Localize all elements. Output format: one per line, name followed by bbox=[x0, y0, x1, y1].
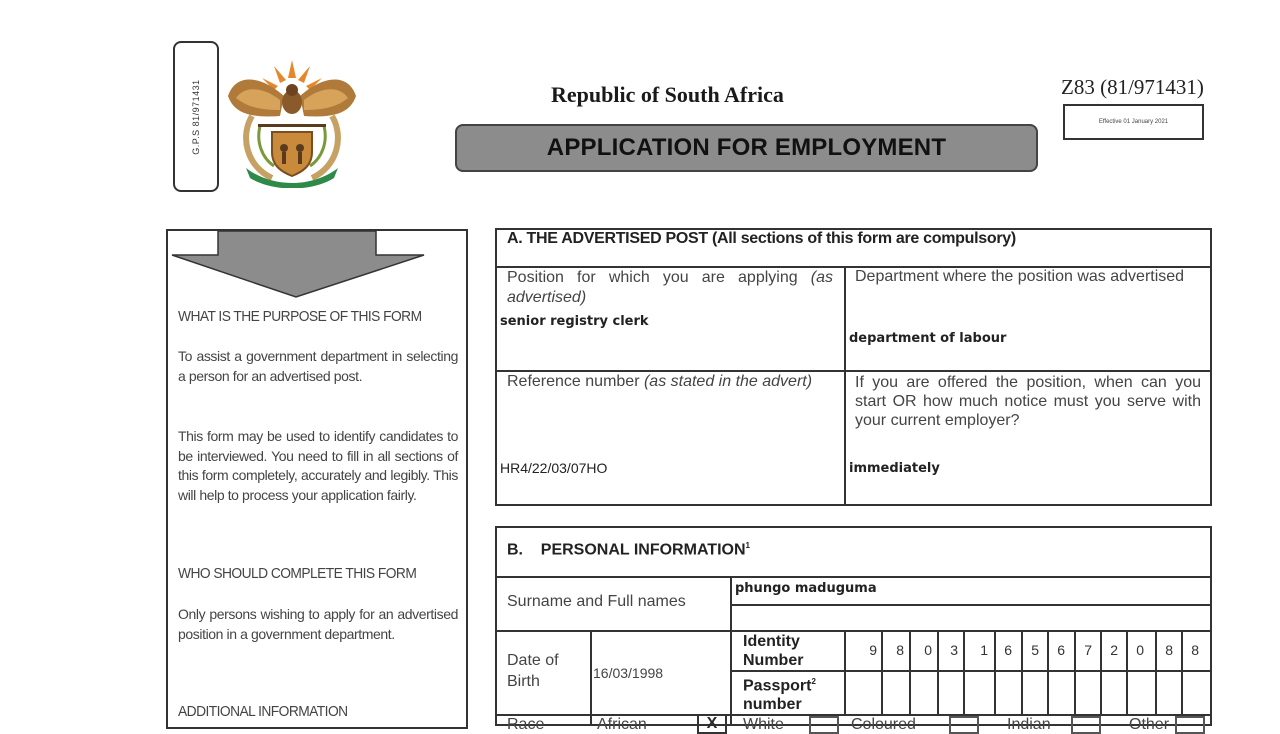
form-code: Z83 (81/971431) bbox=[1061, 75, 1204, 99]
section-a-title: A. THE ADVERTISED POST (All sections of this form are compulsory) bbox=[507, 230, 1016, 247]
id-digit[interactable]: 2 bbox=[1110, 642, 1118, 658]
id-digit[interactable]: 7 bbox=[1084, 642, 1092, 658]
passport-label: Passport$^2$ number bbox=[743, 677, 816, 714]
usage-text: This form may be used to identify candidates to be interviewed. You need to fill in all sections of this form completely, accurately and legibly. This will help to process your application fairly. bbox=[178, 428, 458, 503]
id-digit[interactable]: 6 bbox=[1004, 642, 1012, 658]
id-number-label: Identity Number bbox=[743, 633, 804, 669]
section-a-advertised-post bbox=[495, 228, 1212, 506]
department-label: Department where the position was advertised bbox=[855, 268, 1185, 285]
info-sidebar bbox=[166, 229, 468, 729]
arrow-down-icon bbox=[168, 231, 466, 303]
id-digit[interactable]: 1 bbox=[980, 642, 988, 658]
race-checkbox-african[interactable]: X bbox=[697, 714, 727, 734]
section-b-title: B. PERSONAL INFORMATION$^1$ bbox=[507, 541, 750, 559]
section-b-personal-info bbox=[495, 526, 1212, 733]
race-checkbox-coloured[interactable] bbox=[949, 716, 979, 734]
coat-of-arms-icon bbox=[222, 56, 362, 188]
id-digit[interactable]: 3 bbox=[950, 642, 958, 658]
race-option-african: African bbox=[597, 716, 647, 733]
reference-label: Reference number (as stated in the advert) bbox=[507, 373, 813, 390]
reference-value[interactable]: HR4/22/03/07HO bbox=[500, 460, 608, 476]
gps-code: G.P.S 81/971431 bbox=[191, 78, 201, 155]
race-checkbox-white[interactable] bbox=[809, 716, 839, 734]
department-value[interactable]: department of labour bbox=[849, 331, 1007, 346]
purpose-heading: WHAT IS THE PURPOSE OF THIS FORM bbox=[178, 308, 422, 325]
country-name: Republic of South Africa bbox=[551, 82, 784, 107]
effective-date-box bbox=[1063, 104, 1204, 140]
race-checkbox-indian[interactable] bbox=[1071, 716, 1101, 734]
who-heading: WHO SHOULD COMPLETE THIS FORM bbox=[178, 565, 417, 582]
race-checkbox-other[interactable] bbox=[1175, 716, 1205, 734]
dob-label: Date of Birth bbox=[507, 652, 559, 690]
surname-value[interactable]: phungo maduguma bbox=[735, 581, 877, 596]
notice-value[interactable]: immediately bbox=[849, 461, 940, 476]
position-label: Position for which you are applying (as advertised) bbox=[507, 269, 833, 306]
id-digit[interactable]: 0 bbox=[1136, 642, 1144, 658]
form-title: APPLICATION FOR EMPLOYMENT bbox=[546, 134, 947, 161]
race-option-coloured: Coloured bbox=[851, 716, 916, 733]
who-text: Only persons wishing to apply for an advertised position in a government department. bbox=[178, 606, 458, 642]
id-digit[interactable]: 0 bbox=[924, 642, 932, 658]
additional-heading: ADDITIONAL INFORMATION bbox=[178, 703, 348, 720]
position-value[interactable]: senior registry clerk bbox=[500, 314, 649, 329]
race-option-white: White bbox=[743, 716, 784, 733]
surname-label: Surname and Full names bbox=[507, 593, 686, 610]
race-option-other: Other bbox=[1129, 716, 1170, 733]
effective-date: Effective 01 January 2021 bbox=[1098, 119, 1169, 125]
race-label: Race bbox=[507, 716, 545, 733]
notice-label: If you are offered the position, when can you start OR how much notice must you serve with your current employer? bbox=[855, 374, 1201, 429]
id-digit[interactable]: 6 bbox=[1057, 642, 1065, 658]
id-digit[interactable]: 8 bbox=[1191, 642, 1199, 658]
race-option-indian: Indian bbox=[1007, 716, 1051, 733]
id-digit[interactable]: 8 bbox=[896, 642, 904, 658]
id-digit[interactable]: 9 bbox=[869, 642, 877, 658]
dob-value[interactable]: 16/03/1998 bbox=[593, 665, 664, 681]
id-digit[interactable]: 8 bbox=[1165, 642, 1173, 658]
id-digit[interactable]: 5 bbox=[1031, 642, 1039, 658]
form-title-banner bbox=[455, 124, 1038, 172]
purpose-text: To assist a government department in selecting a person for an advertised post. bbox=[178, 348, 458, 384]
gps-code-box bbox=[173, 41, 219, 192]
